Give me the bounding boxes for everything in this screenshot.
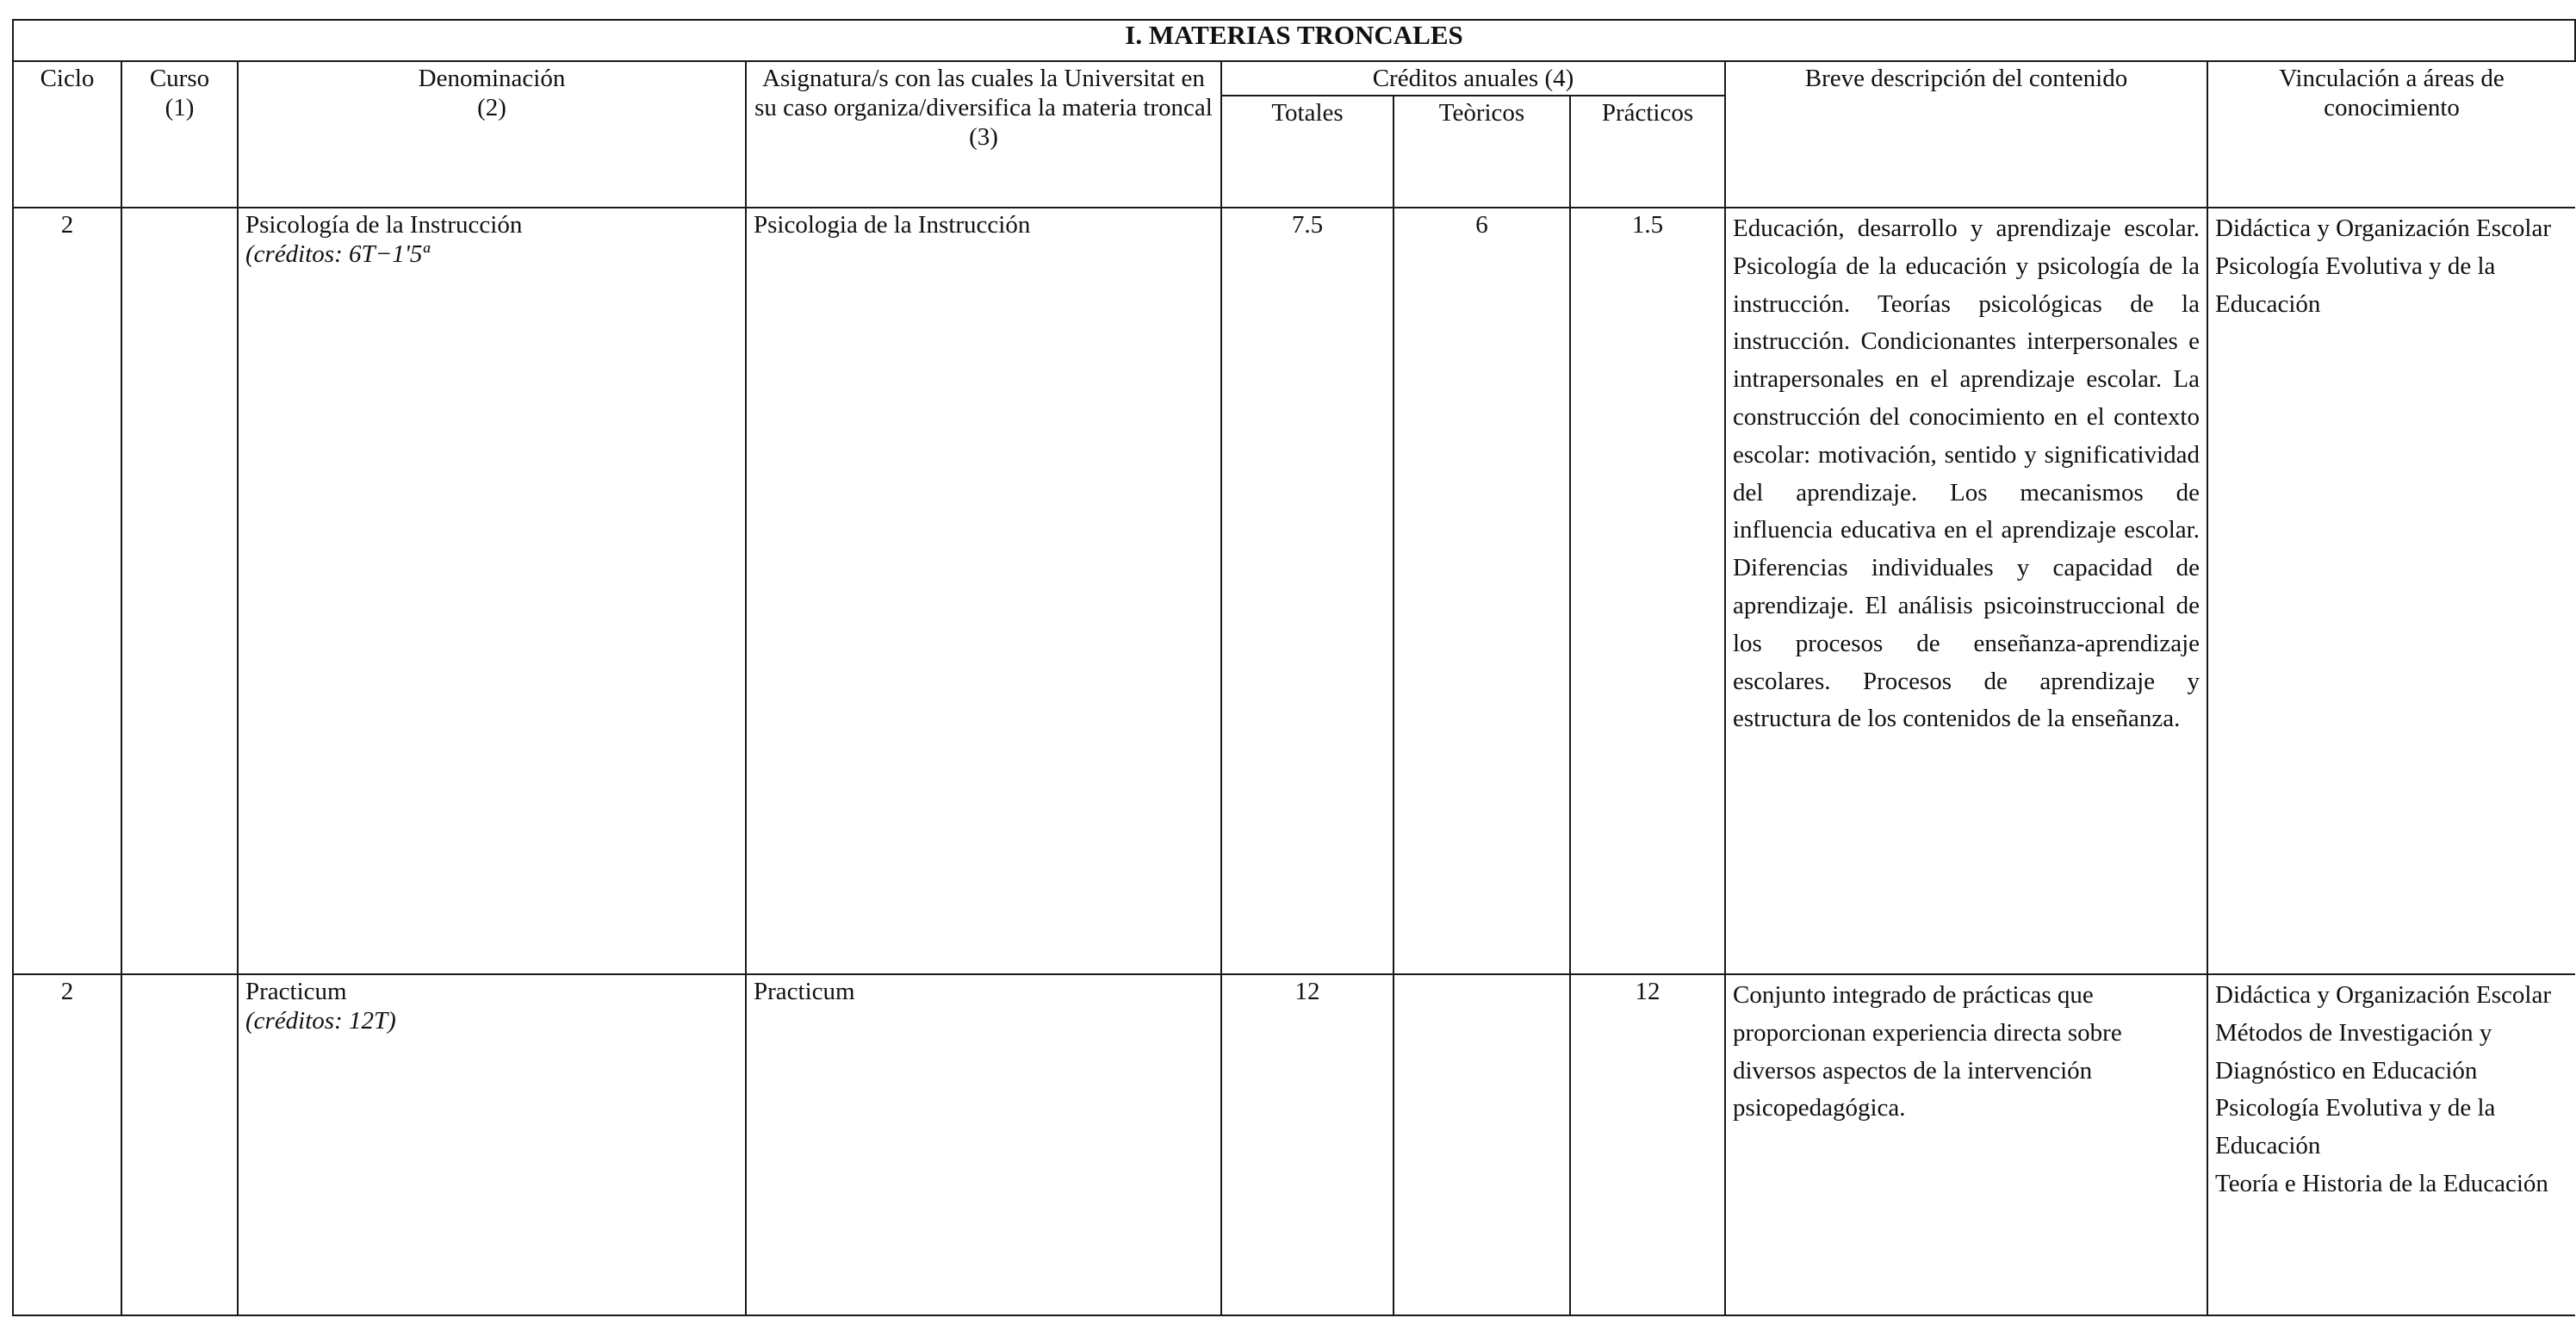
denominacion-text: Practicum <box>245 978 347 1005</box>
header-ciclo-label: Ciclo <box>40 65 95 92</box>
cell-denominacion <box>238 974 746 1315</box>
area-item: Métodos de Investigación y Diagnóstico en Educación <box>2215 1018 2492 1085</box>
table-row <box>13 208 2575 974</box>
cell-vinculacion <box>2207 208 2575 974</box>
cell-ciclo: 2 <box>13 974 121 1315</box>
cell-ciclo: 2 <box>13 208 121 974</box>
cell-practicos: 12 <box>1570 974 1725 1315</box>
header-curso-label: Curso <box>149 65 210 92</box>
cell-asignatura: Practicum <box>746 974 1221 1315</box>
table-row <box>13 974 2575 1315</box>
materias-troncales-table <box>12 19 2576 1316</box>
cell-totales: 7.5 <box>1221 208 1394 974</box>
creditos-note: (créditos: 6T−1'5ª <box>245 240 430 268</box>
header-descripcion: Breve descripción del contenido <box>1725 61 2207 208</box>
header-creditos: Créditos anuales (4) <box>1221 61 1725 96</box>
cell-vinculacion <box>2207 974 2575 1315</box>
cell-totales: 12 <box>1221 974 1394 1315</box>
header-ciclo <box>13 61 121 208</box>
denominacion-text: Psicología de la Instrucción <box>245 211 523 239</box>
area-item: Teoría e Historia de la Educación <box>2215 1169 2548 1197</box>
header-asignatura: Asignatura/s con las cuales la Universitat en su caso organiza/diversifica la materia troncal (3) <box>746 61 1221 208</box>
cell-descripcion: Educación, desarrollo y aprendizaje escolar. Psicología de la educación y psicología de la instrucción. Teorías psicológicas de la instrucción. Condicionantes interpersonales e intrapersonales en el aprendizaje escolar. La construcción del conocimiento en el contexto escolar: motivación, sentido y significatividad del aprendizaje. Los mecanismos de influencia educativa en el aprendizaje escolar. Diferencias individuales y capacidad de aprendizaje. El análisis psicoinstruccional de los procesos de enseñanza-aprendizaje escolares. Procesos de aprendizaje y estructura de los contenidos de la enseñanza. <box>1725 208 2207 974</box>
cell-teoricos: 6 <box>1394 208 1570 974</box>
header-vinculacion: Vinculación a áreas de conocimiento <box>2207 61 2575 208</box>
header-denominacion-label: Denominación <box>418 65 566 92</box>
area-item: Didáctica y Organización Escolar <box>2215 214 2551 242</box>
area-item: Psicología Evolutiva y de la Educación <box>2215 1094 2496 1160</box>
header-denominacion-note: (2) <box>477 94 506 121</box>
header-practicos: Prácticos <box>1570 96 1725 208</box>
header-denominacion <box>238 61 746 208</box>
cell-descripcion: Conjunto integrado de prácticas que proporcionan experiencia directa sobre diversos aspectos de la intervención psicopedagógica. <box>1725 974 2207 1315</box>
creditos-note: (créditos: 12T) <box>245 1007 396 1035</box>
header-curso <box>121 61 238 208</box>
cell-asignatura: Psicologia de la Instrucción <box>746 208 1221 974</box>
cell-teoricos <box>1394 974 1570 1315</box>
cell-curso <box>121 974 238 1315</box>
cell-denominacion <box>238 208 746 974</box>
header-totales: Totales <box>1221 96 1394 208</box>
cell-practicos: 1.5 <box>1570 208 1725 974</box>
header-curso-note: (1) <box>164 94 195 121</box>
header-teoricos: Teòricos <box>1394 96 1570 208</box>
area-item: Didáctica y Organización Escolar <box>2215 981 2551 1009</box>
table-title: I. MATERIAS TRONCALES <box>13 20 2575 61</box>
cell-curso <box>121 208 238 974</box>
area-item: Psicología Evolutiva y de la Educación <box>2215 252 2496 318</box>
